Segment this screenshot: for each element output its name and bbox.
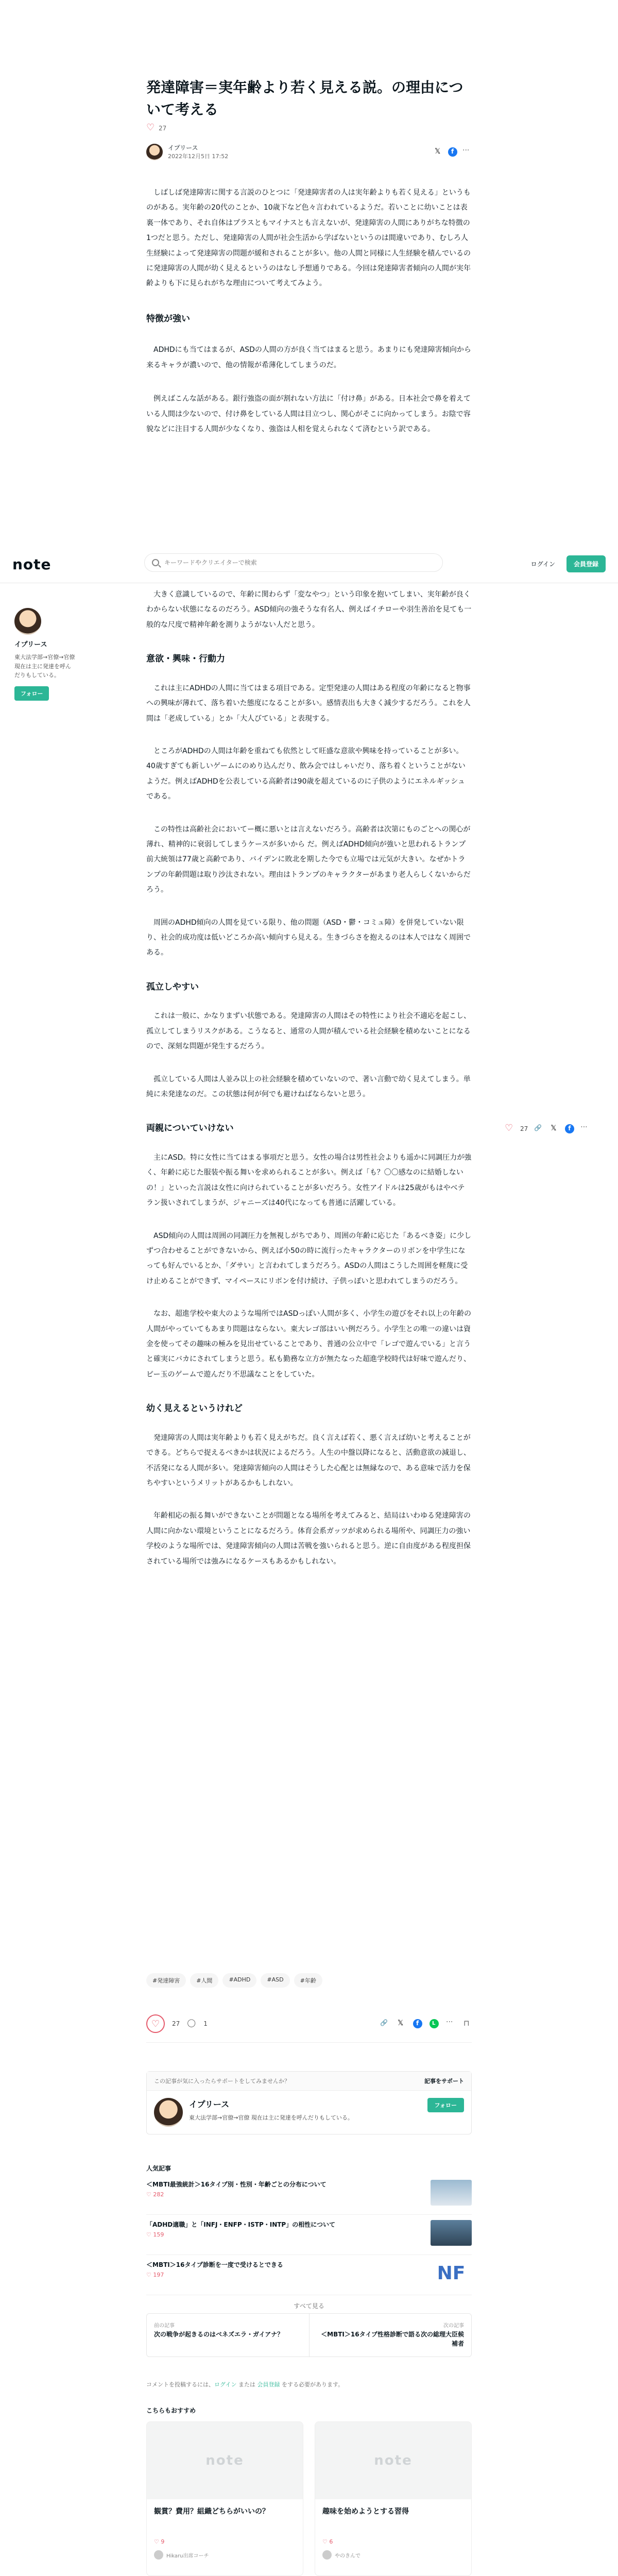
facebook-share-icon[interactable] [413, 2019, 422, 2028]
x-share-icon[interactable] [550, 1124, 559, 1133]
tag[interactable]: #人間 [190, 1973, 218, 1988]
card-thumbnail: note [315, 2422, 471, 2499]
paragraph: 孤立している人間は人並み以上の社会経験を積めていないので、著い言動で幼く見えてしまう。単純に未発達なのだ。この状態は何が何でも避けねばならないと思う。 [146, 1075, 471, 1098]
more-icon[interactable] [462, 147, 472, 157]
list-item[interactable] [146, 2220, 472, 2255]
post-date: 2022年12月5日 17:52 [168, 153, 229, 160]
next-title[interactable]: ＜MBTI＞16タイプ性格診断で語る次の総理大臣候補者 [321, 2331, 464, 2347]
paragraph: 大きく意識しているので、年齢に関わらず「変なやつ」という印象を抱いてしまい、実年齢が良くわからない状態になるのだろう。ASD傾向の強そうな有名人、例えばイチローや羽生善治を見ても一般的な尺度で精神年齢を測りようがない人だと思う。 [146, 590, 472, 629]
support-author [147, 2091, 471, 2134]
paragraph: これは一般に、かなりまずい状態である。発達障害の人間はその特性により社会不適応を起こし、孤立してしまうリスクがある。こうなると、通常の人間が積んでいる社会経験を積めないことになるので、深刻な問題が発生するだろう。 [146, 1012, 471, 1051]
popular-title[interactable]: ＜MBTI最強統計＞16タイプ別・性別・年齢ごとの分布について [146, 2181, 327, 2188]
share-icons [434, 147, 472, 157]
avatar[interactable] [154, 2098, 183, 2127]
recommend-grid [146, 2421, 472, 2576]
section-heading: 意欲・興味・行動力 [146, 654, 225, 665]
note-logo[interactable]: note [12, 556, 52, 573]
paragraph: 発達障害の人間は実年齢よりも若く見えがちだ。良く言えば若く、悪く言えば幼いと考えることができる。どちらで捉えるべきかは状況によるだろう。人生の中盤以降になると、活動意欲の減退し、不活発になる人間が多い。発達障害傾向の人間はそうした心配とは無縁なので、ある意味で活力を保ちやすいというメリットがあるかもしれない。 [146, 1433, 471, 1487]
card-title[interactable]: 趣味を始めようとする習得 [322, 2507, 409, 2516]
card-author: Hikaru出席コーチ [147, 2545, 303, 2560]
list-item[interactable] [146, 2260, 472, 2295]
article-thumbnail[interactable]: NF [431, 2260, 472, 2286]
paragraph: なお、超進学校や東大のような場所ではASDっぽい人間が多く、小学生の遊びをそれ以上の年齢の人間がやっていてもあまり問題はならない。東大レゴ部はいい例だろう。小学生との唯一の違いは資金を使ってその趣味の極みを見出せていることであり、普通の公立中で「レゴで遊んでいる」と言うと確実にバカにされてしまうと思う。私も勤務な立方が無たなった超進学校時代は好味で遊んだり、ピー玉のゲームで遊んだり不思議なことをしていた。 [146, 1310, 471, 1379]
author-meta [168, 143, 228, 161]
article-body-cont [146, 587, 472, 1587]
comment-icon[interactable] [187, 2019, 196, 2028]
signup-link[interactable]: 会員登録 [257, 2381, 280, 2388]
tag[interactable]: #ADHD [222, 1973, 256, 1988]
avatar [154, 2550, 163, 2560]
popular-likes: ♡ 197 [146, 2272, 164, 2278]
prev-label: 前の記事 [154, 2323, 175, 2329]
search-icon [152, 559, 159, 566]
card-title[interactable]: 観賞？費用？組織どちらがいいの？ [154, 2507, 269, 2516]
float-like-count: 27 [520, 1125, 528, 1132]
like-button[interactable]: ♡ [146, 2014, 165, 2033]
signup-button[interactable]: 会員登録 [566, 555, 606, 572]
comment-count: 1 [203, 2020, 208, 2027]
next-label: 次の記事 [443, 2323, 464, 2329]
top-like-row[interactable] [146, 124, 166, 133]
paragraph: 周囲のADHD傾向の人間を見ている限り、他の問題（ASD・鬱・コミュ障）を併発していない限り、社会的成功度は低いどころか高い傾向すら見える。生きづらさを抱えるのは本人ではなく周囲である。 [146, 918, 471, 957]
card-likes: ♡ 6 [322, 2538, 333, 2545]
tag-list [146, 1973, 322, 1988]
paragraph: 年齢相応の振る舞いができないことが問題となる場所を考えてみると、結局はいわゆる発達障害の人間に向かない環境ということになるだろう。体育会系ガッツが求められる場所や、同調圧力の強い学校のような場所では、発達障害傾向の人間は苦戦を強いられると思う。逆に自由度がある程度担保されている場所では強みになるケースもあるかもしれない。 [146, 1512, 471, 1566]
like-count: 27 [159, 125, 167, 132]
popular-likes: ♡ 282 [146, 2191, 164, 2198]
recommend-card[interactable] [315, 2421, 472, 2576]
follow-button[interactable]: フォロー [427, 2098, 464, 2112]
bottom-share [380, 2019, 472, 2028]
see-all-link[interactable]: すべて見る [294, 2302, 324, 2310]
x-share-icon[interactable] [397, 2019, 406, 2028]
popular-likes: ♡ 159 [146, 2231, 164, 2238]
next-article[interactable] [309, 2314, 472, 2357]
tag[interactable]: #年齢 [294, 1973, 322, 1988]
popular-heading: 人気記事 [146, 2165, 171, 2172]
bottom-like-count: 27 [172, 2020, 180, 2027]
support-header [147, 2072, 471, 2091]
more-icon[interactable] [580, 1124, 590, 1133]
link-icon[interactable] [534, 1124, 543, 1133]
paragraph: ところがADHDの人間は年齢を重ねても依然として旺盛な意欲や興味を持っていることが多い。40歳すぎても新しいゲームにのめり込んだり、飲み会ではしゃいだり、落ち着くということがないようだ。例えばADHDを公表している高齢者は90歳を超えているのに子供のようにエネルギッシュである。 [146, 747, 466, 801]
list-item[interactable] [146, 2180, 472, 2215]
intro-paragraph: しばしば発達障害に関する言説のひとつに「発達障害者の人は実年齢よりも若く見える」というものがある。実年齢の20代のことか、10歳下など色々言われているようだ。若いことに幼いことは表裏一体であり、それ自体はプラスともマイナスとも言えないが、発達障害の人間にありがちな特徴の1つだと思う。ただし、発達障害の人間が社会生活から学ばないというのは間違いであり、むしろ人生経験によって発達障害の問題が緩和されることが多い。他の人間と同様に人生経験を積んでいるのに発達障害の人間が幼く見えるというのはなし予想通りである。今回は発達障害者傾向の人間が実年齢よりも下に見られがちな理由について考えてみよう。 [146, 189, 471, 288]
support-info [189, 2098, 427, 2122]
article-thumbnail[interactable] [431, 2220, 472, 2246]
login-button[interactable]: ログイン [530, 561, 555, 568]
link-icon[interactable] [380, 2019, 389, 2028]
line-share-icon[interactable] [430, 2019, 439, 2028]
prev-title[interactable]: 次の戦争が起きるのはベネズエラ・ガイアナ？ [154, 2331, 284, 2338]
bookmark-icon[interactable] [462, 2019, 472, 2028]
prev-article[interactable] [147, 2314, 309, 2357]
site-header [0, 546, 618, 583]
paragraph: この特性は高齢社会においてー概に悪いとは言えないだろう。高齢者は次第にものごとへの関心が薄れ、精神的に衰弱してしまうケースが多いから だ。例えばADHD傾向が強いと思われるトランプ前大統領は77歳と高齢であり、バイデンに敗北を期した今でも立場では元気が大きい。なぜかトランプの年齢問題は取り沙汰されない。理由はトランプのキャラクターがあまり老人らしくないからだろう。 [146, 825, 471, 894]
paragraph: 主にASD。特に女性に当てはまる事項だと思う。女性の場合は男性社会よりも遥かに同調圧力が強く、年齢に応じた服装や振る舞いを求められることが多い。例えば「も？〇〇感なのに結婚しないの！」といった言説は女性に向けられていることが多いだろう。女性アイドルは25歳がもはやベテラン扱いされてしまうが、ジャニーズは40代になっても普通に活躍している。 [146, 1154, 472, 1208]
popular-title[interactable]: ＜MBTI＞16タイプ診断を一度で受けるとできる [146, 2261, 283, 2268]
login-link[interactable]: ログイン [214, 2381, 237, 2388]
search-bar[interactable] [144, 553, 443, 572]
search-input[interactable] [164, 559, 432, 566]
support-button[interactable]: 記事をサポート [424, 2078, 464, 2084]
heart-icon[interactable] [505, 1124, 514, 1133]
article-thumbnail[interactable] [431, 2180, 472, 2206]
paragraph: 例えばこんな話がある。銀行強盗の面が割れない方法に「付け鼻」がある。日本社会で鼻を着えている人間は少ないので、付け鼻をしている人間は目立つし、関心がそこに向かってしまう。お陰で容貌などに注目する人間が少なくなり、強盗は人相を覚えられなくて済むという訳である。 [146, 395, 471, 433]
tag[interactable]: #発達障害 [146, 1973, 186, 1988]
tag[interactable]: #ASD [261, 1973, 289, 1988]
section-heading: 特徴が強い [146, 313, 190, 324]
card-author: やのきんで [315, 2545, 471, 2560]
support-prompt: この記事が気に入ったらサポートをしてみませんか？ [154, 2078, 290, 2084]
section-heading: 両親についていけない [146, 1123, 234, 1134]
card-thumbnail: note [147, 2422, 303, 2499]
x-share-icon[interactable] [434, 147, 443, 157]
paragraph: ADHDにも当てはまるが、ASDの人間の方が良く当てはまると思う。あまりにも発達障害傾向から来るキャラが濃いので、他の情報が希薄化してしまうのだ。 [146, 346, 471, 369]
card-likes: ♡ 9 [154, 2538, 165, 2545]
avatar[interactable] [14, 608, 41, 635]
heart-icon[interactable] [146, 124, 156, 133]
floating-actions [505, 1124, 590, 1133]
author-name[interactable]: イプリース [168, 144, 198, 151]
facebook-share-icon[interactable] [565, 1124, 574, 1133]
paragraph: これは主にADHDの人間に当てはまる項目である。定型発達の人間はある程度の年齢になると物事への興味が薄れて、落ち着いた態度になることが多い。感情表出も大きく減少するだろう。これを人間は「老成している」とか「大人びている」と表現する。 [146, 684, 471, 723]
recommend-card[interactable] [146, 2421, 303, 2576]
support-box [146, 2071, 472, 2134]
follow-button[interactable]: フォロー [14, 686, 49, 701]
paragraph: ASD傾向の人間は周囲の同調圧力を無視しがちであり、周囲の年齢に応じた「あるべき姿」に少しずつ合わせることができないから、例えば小50の時に流行ったキャラクターのリボンを中学生になっても好んでいるとか、「ダサい」と言われてしまうだろう。ASDの人間はこうした周囲を軽蔑に受け止めることができず、マイペースにリボンを付け続け、子供っぽいと思われてしまうのだろう。 [146, 1231, 472, 1285]
avatar [322, 2550, 332, 2560]
header-actions [525, 555, 606, 572]
support-author-bio: 東大法学部→官僚→官僚 現在は主に発達を呼んだりもしている。 [189, 2114, 353, 2121]
author-row [146, 143, 472, 161]
facebook-share-icon[interactable] [448, 147, 457, 157]
sidebar-author-bio: 東大法学部→官僚→官僚 現在は主に発達を呼んだりもしている。 [14, 654, 75, 679]
popular-title[interactable]: 「ADHD適職」と「INFJ・ENFP・ISTP・INTP」の相性について [146, 2221, 335, 2228]
bottom-action-bar [146, 2014, 472, 2043]
sidebar-author-name[interactable]: イプリース [14, 641, 47, 649]
article-title: 発達障害＝実年齢より若く見える説。の理由について考える [146, 79, 464, 118]
recommend-heading: こちらもおすすめ [146, 2407, 196, 2414]
more-icon[interactable] [446, 2019, 455, 2028]
section-heading: 孤立しやすい [146, 981, 199, 992]
comment-login-note: コメントを投稿するには、ログイン または 会員登録 をする必要があります。 [146, 2381, 344, 2388]
article-body [146, 185, 472, 455]
support-author-name[interactable]: イプリース [189, 2099, 230, 2109]
sidebar-author-card [14, 608, 76, 701]
avatar[interactable] [146, 144, 163, 160]
section-heading: 幼く見えるというけれど [146, 1403, 243, 1414]
popular-articles [146, 2164, 472, 2310]
prev-next-nav [146, 2313, 472, 2357]
